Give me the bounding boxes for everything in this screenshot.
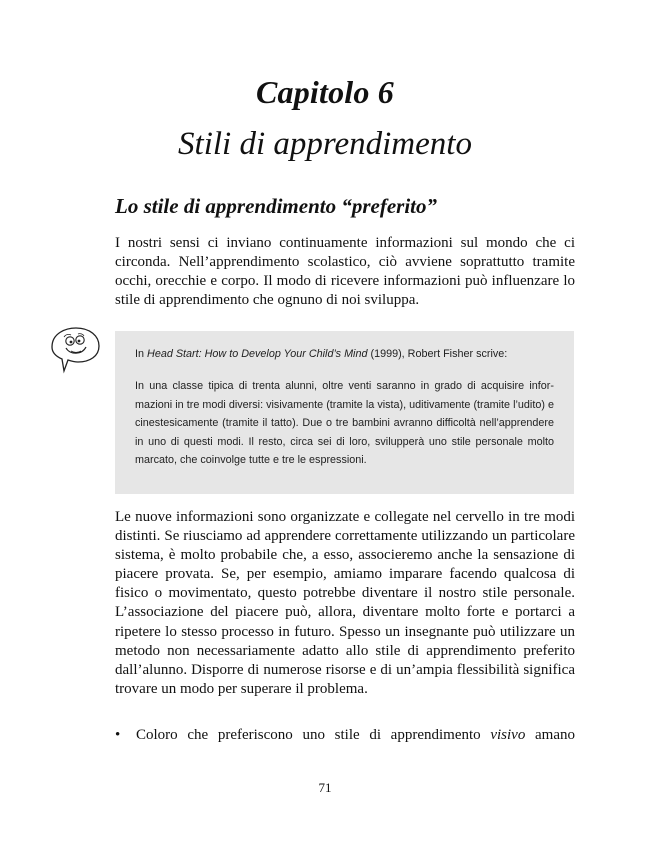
section-heading: Lo stile di apprendimento “preferito” [115,194,437,218]
bullet-mark: • [115,727,121,743]
bullet-text-suffix: amano [525,727,575,743]
paragraph-intro: I nostri sensi ci inviano continuamente informazioni sul mondo che ci circonda. Nell’apprendimento scolastico, ciò avviene soprattutto tramite occhi, orecchie e corpo. Il modo di ricevere informazioni può influenzare lo stile di apprendimento che ognuno di noi sviluppa. [115,235,575,309]
quote-box [115,331,574,494]
page-number: 71 [318,780,332,795]
bullet-text-prefix: Coloro che preferiscono uno stile di apprendimento [136,727,491,743]
chapter-title: Stili di apprendimento [178,126,472,162]
quote-intro-prefix: In [135,348,148,360]
quote-intro [135,345,554,363]
bullet-text [136,726,575,745]
paragraph-main: Le nuove informazioni sono organizzate e collegate nel cervello in tre modi distinti. Se riusciamo ad apprendere correttamente utilizzando un particolare sistema, è molto probabile che, a esso, associeremo anche la sensazione di piacere provata. Se, per esempio, amiamo imparare facendo qualcosa di fisico o movimentato, questo potrebbe diventare il nostro stile personale. L’associazione del piacere può, allora, diventare molto forte e portarci a ripetere lo stesso processo in futuro. Spesso un insegnante può utilizzare un metodo non necessariamente adatto allo stile di apprendimento preferito dall’alunno. Disporre di numerose risorse e di un’ampia flessibilità significa trovare un modo per superare il problema. [115,509,575,697]
speech-bubble-face-icon [44,325,102,375]
chapter-number: Capitolo 6 [255,74,394,110]
quote-intro-suffix: (1999), Robert Fisher scrive: [367,348,508,360]
quote-book-title: Head Start: How to Develop Your Child’s Mind [147,348,368,360]
bullet-text-emphasis: visivo [490,727,526,743]
quote-text: In una classe tipica di trenta alunni, oltre venti saranno in grado di acquisire informazioni in tre modi diversi: visivamente (tramite la vista), uditivamente (tramite l’udito) e cinestesicamente (tramite il tatto). Due o tre bambini avranno difficoltà nell’apprendere in uno di questi modi. Il resto, circa sei di loro, svilupperà uno stile personale molto marcato, che coinvolge tutte e tre le espressioni. [135,380,554,467]
